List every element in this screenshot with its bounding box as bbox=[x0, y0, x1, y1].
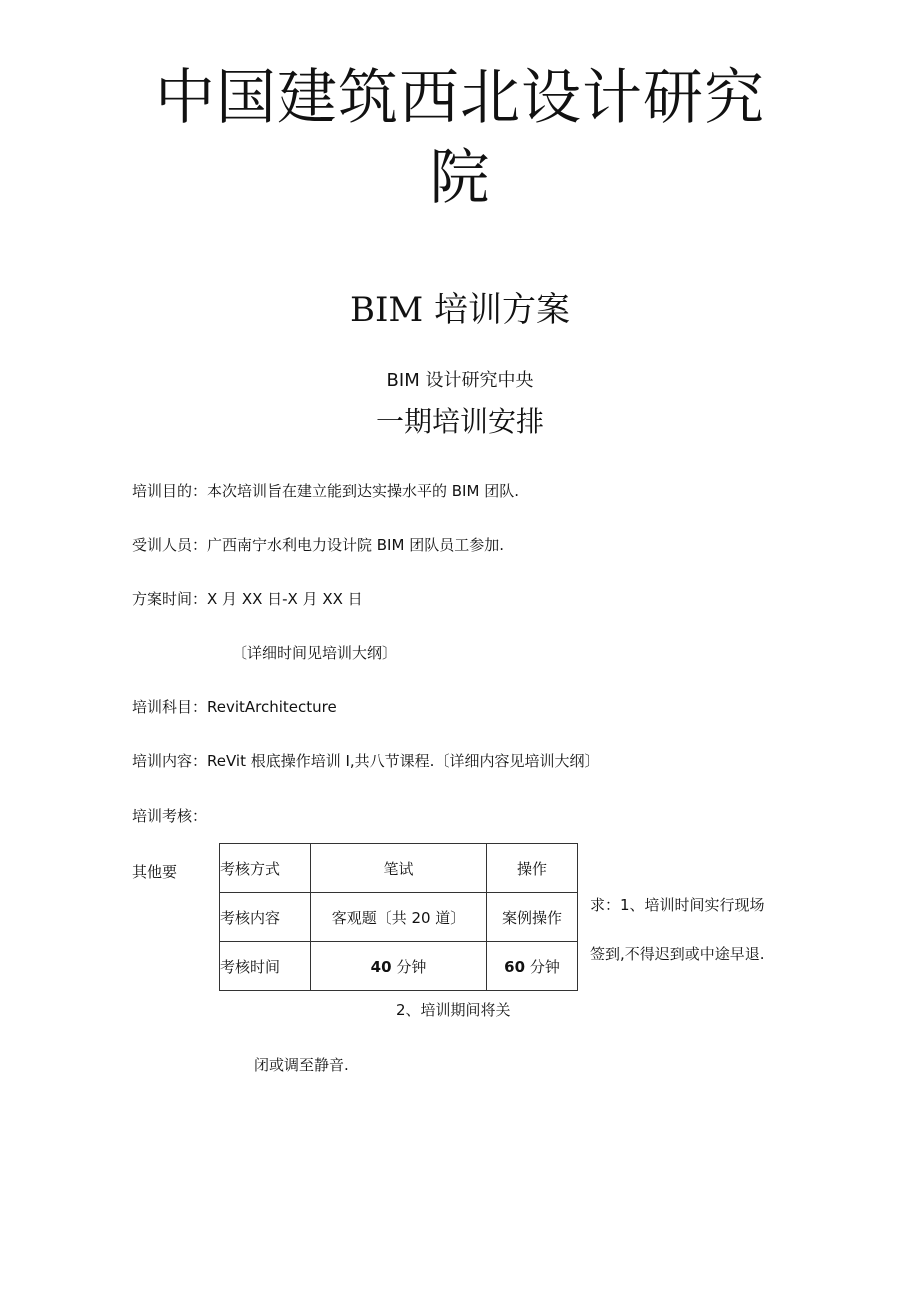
field-time: 方案时间：X 月 XX 日-X 月 XX 日 bbox=[132, 590, 363, 608]
table-row bbox=[220, 844, 578, 893]
exam-table bbox=[219, 843, 578, 991]
document-title bbox=[110, 58, 810, 218]
written-duration-number: 40 bbox=[370, 957, 392, 976]
table-cell: 笔试 bbox=[311, 844, 487, 893]
field-trainees: 受训人员：广西南宁水利电力设计院 BIM 团队员工参加. bbox=[132, 536, 504, 554]
table-row bbox=[220, 942, 578, 991]
document-subtitle: BIM 培训方案 bbox=[349, 290, 571, 330]
table-cell: 考核内容 bbox=[220, 893, 311, 942]
schedule-heading: 一期培训安排 bbox=[375, 405, 544, 438]
title-line-1: 中国建筑西北设计研究 bbox=[155, 63, 765, 133]
requirements-label: 其他要 bbox=[132, 863, 178, 881]
table-cell: 操作 bbox=[487, 844, 578, 893]
requirements-line-3: 2、培训期间将关 bbox=[396, 1001, 511, 1019]
practical-duration-number: 60 bbox=[504, 957, 526, 976]
table-cell: 案例操作 bbox=[487, 893, 578, 942]
table-cell: 考核方式 bbox=[220, 844, 311, 893]
written-duration-unit: 分钟 bbox=[396, 957, 427, 976]
title-line-2: 院 bbox=[429, 143, 491, 213]
table-cell: 考核时间 bbox=[220, 942, 311, 991]
field-content: 培训内容：ReVit 根底操作培训 I,共八节课程.〔详细内容见培训大纲〕 bbox=[132, 752, 600, 770]
table-cell bbox=[487, 942, 578, 991]
field-assessment: 培训考核： bbox=[132, 807, 208, 825]
field-time-note: 〔详细时间见培训大纲〕 bbox=[232, 644, 398, 662]
requirements-line-2: 签到,不得迟到或中途早退. bbox=[590, 945, 765, 963]
field-purpose: 培训目的：本次培训旨在建立能到达实操水平的 BIM 团队. bbox=[132, 482, 519, 500]
field-subject: 培训科目：RevitArchitecture bbox=[132, 698, 337, 716]
table-cell bbox=[311, 942, 487, 991]
department-name: BIM 设计研究中央 bbox=[386, 370, 534, 391]
table-cell: 客观题〔共 20 道〕 bbox=[311, 893, 487, 942]
requirements-line-1: 求：1、培训时间实行现场 bbox=[590, 896, 765, 914]
requirements-line-4: 闭或调至静音. bbox=[254, 1056, 349, 1074]
practical-duration-unit: 分钟 bbox=[529, 957, 560, 976]
table-row bbox=[220, 893, 578, 942]
